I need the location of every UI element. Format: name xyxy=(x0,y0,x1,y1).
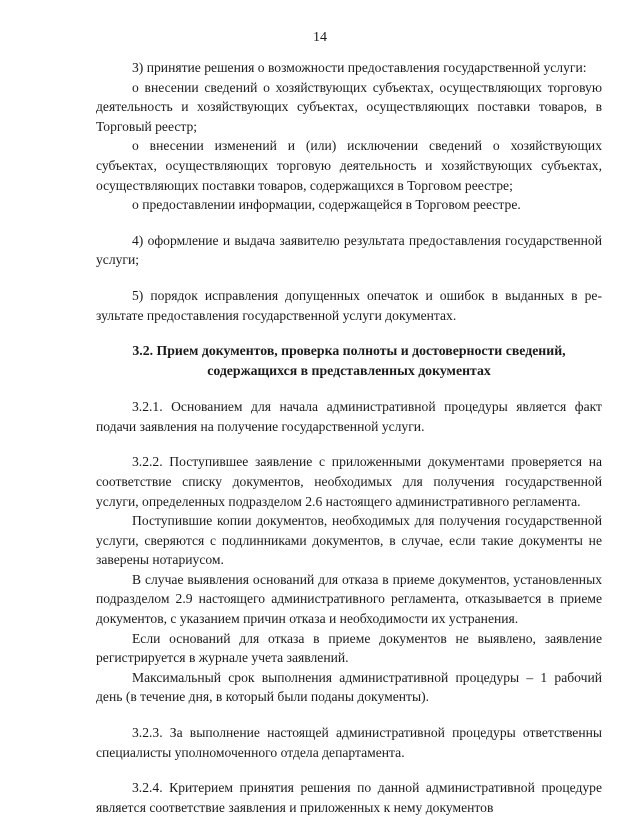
paragraph-item-3-sub-3: о предоставлении информации, содержащейся в Торговом реестре. xyxy=(132,197,521,213)
paragraph-item-3: 3) принятие решения о возможности предоставления государственной услуги: xyxy=(132,60,587,75)
paragraph-item-4: 4) оформление и выдача заявителю результата предоставления государственной услуги; xyxy=(96,232,602,268)
paragraph-3-2-3: 3.2.3. За выполнение настоящей административной процедуры ответственны специалисты уполномоченного отдела департамента. xyxy=(96,725,602,760)
section-heading-3-2: 3.2. Прием документов, проверка полноты и достоверности сведений, содержащихся в представленных документах xyxy=(132,343,566,379)
paragraph-3-2-2-registration: Если оснований для отказа в приеме документов не выявлено, заявление регистрируется в журнале учета заявлений. xyxy=(96,630,602,666)
paragraph-item-5: 5) порядок исправления допущенных опечаток и ошибок в выданных в ре-зультате предоставления государственной услуги документах. xyxy=(96,287,602,323)
paragraph-3-2-2-refusal: В случае выявления оснований для отказа в приеме документов, установленных подразделом 2.9 настоящего административного регламента, отказывается в приеме документов, с указанием причин отказа и необходимости их устранения. xyxy=(96,571,602,627)
paragraph-item-3-sub-2: о внесении изменений и (или) исключении сведений о хозяйствующих субъектах, осуществляющих торговую деятельность и хозяйствующих субъектах, осуществляющих поставки товаров, содержащихся в Торговом реестре; xyxy=(96,138,602,193)
paragraph-3-2-1: 3.2.1. Основанием для начала административной процедуры является факт подачи заявления на получение государственной услуги. xyxy=(96,399,602,434)
page-number: 14 xyxy=(313,30,327,45)
paragraph-3-2-4: 3.2.4. Критерием принятия решения по данной административной процедуре является соответствие заявления и приложенных к нему документов xyxy=(96,780,602,815)
document-body xyxy=(96,58,602,817)
paragraph-3-2-2-deadline: Максимальный срок выполнения административной процедуры – 1 рабочий день (в течение дня, в который были поданы документы). xyxy=(96,669,602,705)
paragraph-3-2-2-copies: Поступившие копии документов, необходимых для получения государственной услуги, сверяются с подлинниками документов, в случае, если такие документы не заверены нотариусом. xyxy=(96,513,602,568)
paragraph-3-2-2: 3.2.2. Поступившее заявление с приложенными документами проверяется на соответствие списку документов, необходимых для получения государственной услуги, определенных подразделом 2.6 настоящего административного регламента. xyxy=(96,454,602,509)
paragraph-item-3-sub-1: о внесении сведений о хозяйствующих субъектах, осуществляющих торговую деятельность и хозяйствующих субъектах, осуществляющих поставки товаров, в Торговый реестр; xyxy=(96,79,602,134)
